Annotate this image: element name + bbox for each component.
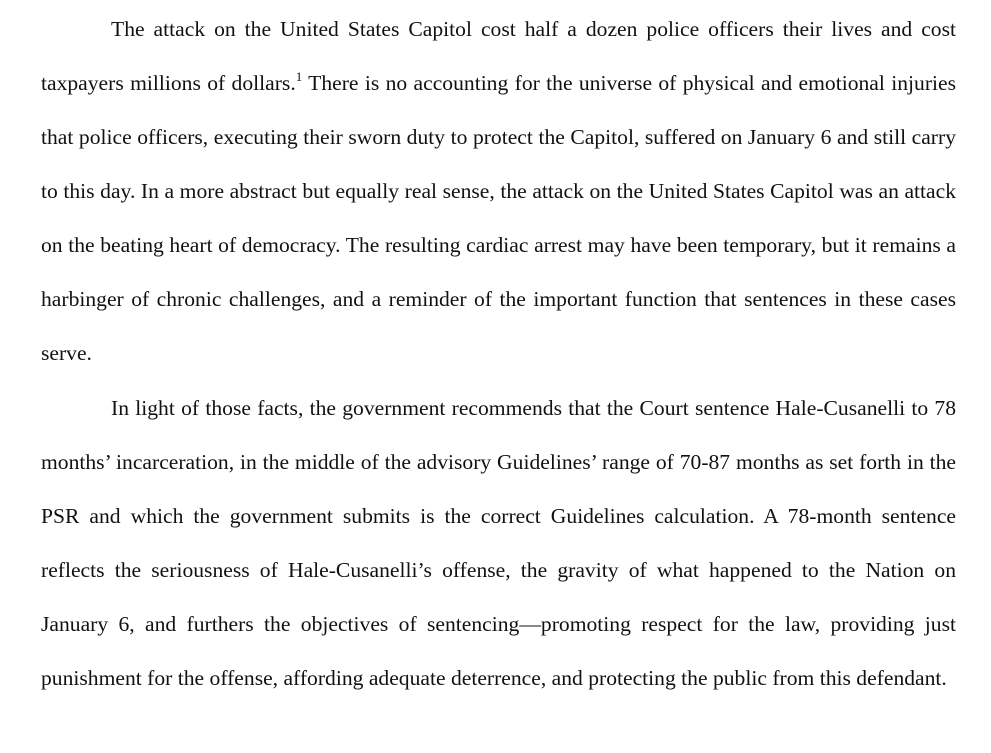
paragraph-1 [41, 2, 956, 380]
paragraph-2 [41, 381, 956, 705]
paragraph-2-text: In light of those facts, the government recommends that the Court sentence Hale-Cusanelli to 78 months’ incarceration, in the middle of the advisory Guidelines’ range of 70-87 months as set forth in the PSR and which the government submits is the correct Guidelines calculation. A 78-month sentence reflects the seriousness of Hale-Cusanelli’s offense, the gravity of what happened to the Nation on January 6, and furthers the objectives of sentencing—promoting respect for the law, providing just punishment for the offense, affording adequate deterrence, and protecting the public from this defendant. [41, 396, 956, 690]
paragraph-1-text-end: There is no accounting for the universe of physical and emotional injuries that police officers, executing their sworn duty to protect the Capitol, suffered on January 6 and still carry to this day. In a more abstract but equally real sense, the attack on the United States Capitol was an attack on the beating heart of democracy. The resulting cardiac arrest may have been temporary, but it remains a harbinger of chronic challenges, and a reminder of the important function that sentences in these cases serve. [41, 71, 956, 365]
footnote-marker[interactable]: 1 [295, 69, 303, 84]
paragraph-1-text-start: The attack on the United States Capitol cost half a dozen police officers their lives and cost taxpayers millions of dollars. [41, 17, 956, 95]
